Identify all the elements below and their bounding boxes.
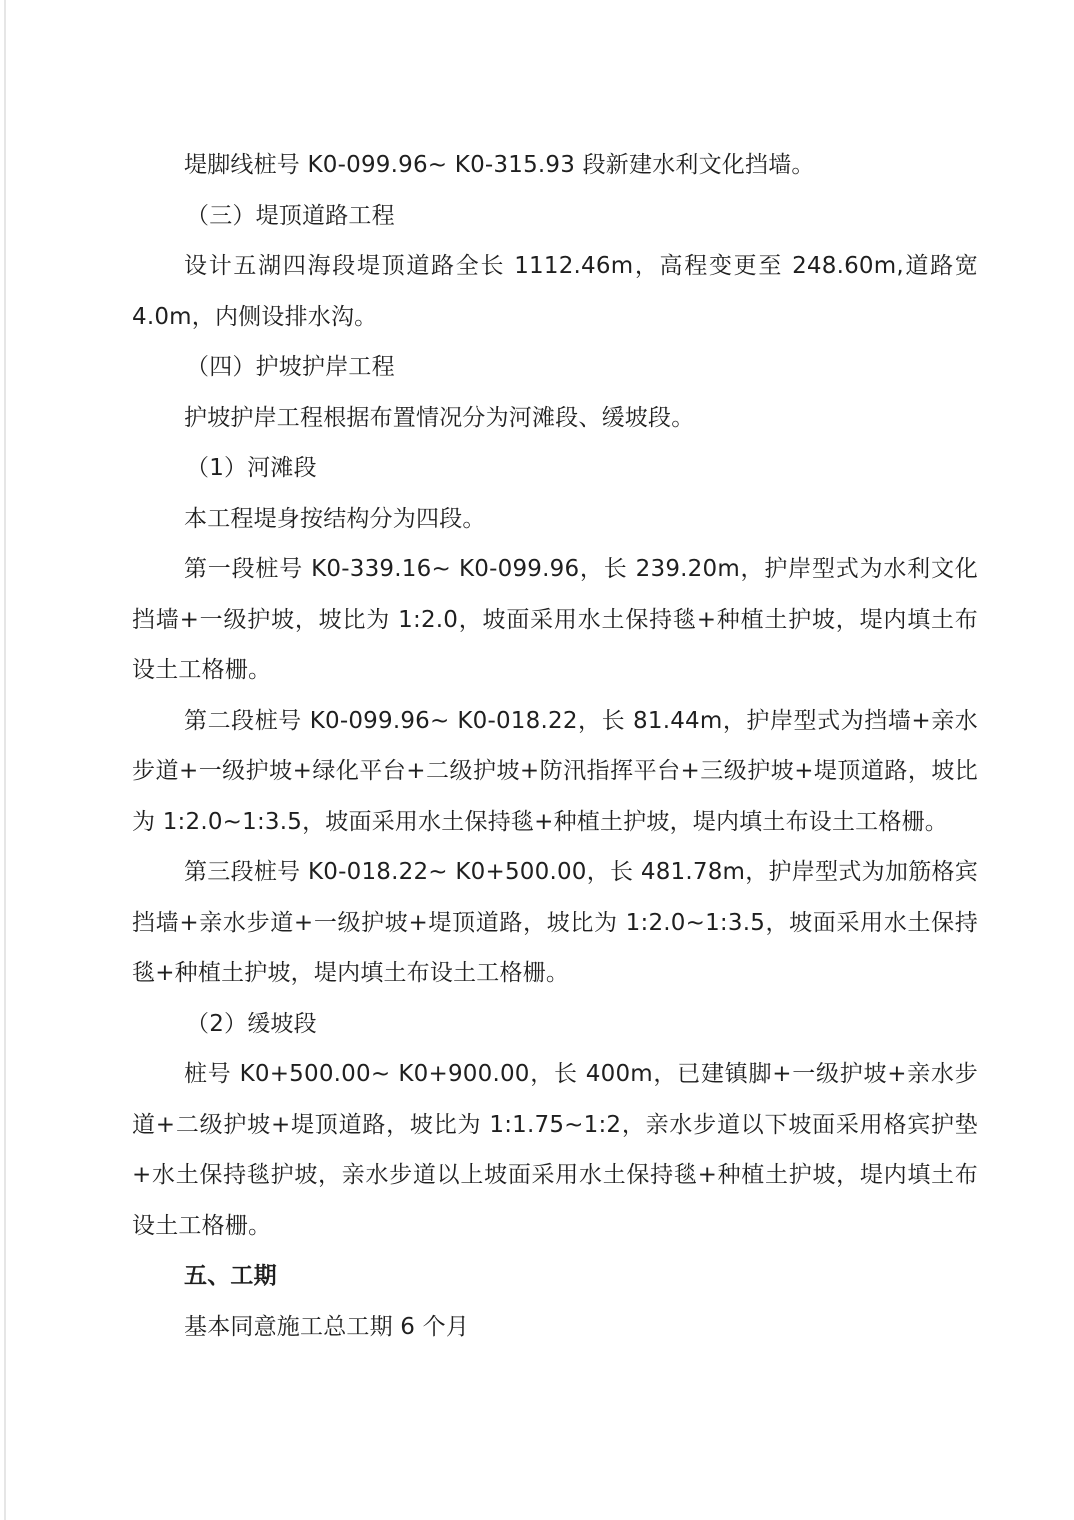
subsection-heading-river-beach: （1）河滩段 bbox=[186, 455, 317, 481]
subsection-heading-gentle-slope: （2）缓坡段 bbox=[186, 1010, 317, 1037]
paragraph-gentle-slope: 桩号 K0+500.00~ K0+900.00，长 400m，已建镇脚+一级护坡+亲水步道+二级护坡+堤顶道路，坡比为 1:1.75~1:2，亲水步道以下坡面采用格宾护垫+水土保持毯护坡，亲水步道以上坡面采用水土保持毯+种植土护坡，堤内填土布设土工格栅。 bbox=[132, 1061, 978, 1239]
paragraph-four-segments: 本工程堤身按结构分为四段。 bbox=[184, 505, 486, 532]
paragraph-segment-two: 第二段桩号 K0-099.96~ K0-018.22，长 81.44m，护岸型式为挡墙+亲水步道+一级护坡+绿化平台+二级护坡+防汛指挥平台+三级护坡+堤顶道路，坡比为 1:2.0~1:3.5，坡面采用水土保持毯+种植土护坡，堤内填土布设土工格栅。 bbox=[132, 707, 978, 835]
paragraph-segment-one: 第一段桩号 K0-339.16~ K0-099.96，长 239.20m，护岸型式为水利文化挡墙+一级护坡，坡比为 1:2.0，坡面采用水土保持毯+种植土护坡，堤内填土布设土工格栅。 bbox=[132, 556, 978, 683]
section-heading-slope-protection: （四）护坡护岸工程 bbox=[186, 354, 395, 380]
document-page bbox=[132, 140, 978, 1352]
section-heading-dike-top-road: （三）堤顶道路工程 bbox=[186, 202, 395, 229]
section-heading-schedule: 五、工期 bbox=[184, 1263, 277, 1289]
paragraph-schedule: 基本同意施工总工期 6 个月 bbox=[184, 1313, 470, 1340]
paragraph-dike-foot-wall: 堤脚线桩号 K0-099.96~ K0-315.93 段新建水利文化挡墙。 bbox=[184, 152, 815, 178]
page-edge bbox=[4, 0, 6, 1520]
paragraph-segment-three: 第三段桩号 K0-018.22~ K0+500.00，长 481.78m，护岸型式为加筋格宾挡墙+亲水步道+一级护坡+堤顶道路，坡比为 1:2.0~1:3.5，坡面采用水土保持毯+种植土护坡，堤内填土布设土工格栅。 bbox=[132, 859, 978, 986]
paragraph-slope-protection-overview: 护坡护岸工程根据布置情况分为河滩段、缓坡段。 bbox=[184, 404, 695, 431]
paragraph-dike-top-road: 设计五湖四海段堤顶道路全长 1112.46m，高程变更至 248.60m,道路宽 4.0m，内侧设排水沟。 bbox=[132, 253, 978, 330]
